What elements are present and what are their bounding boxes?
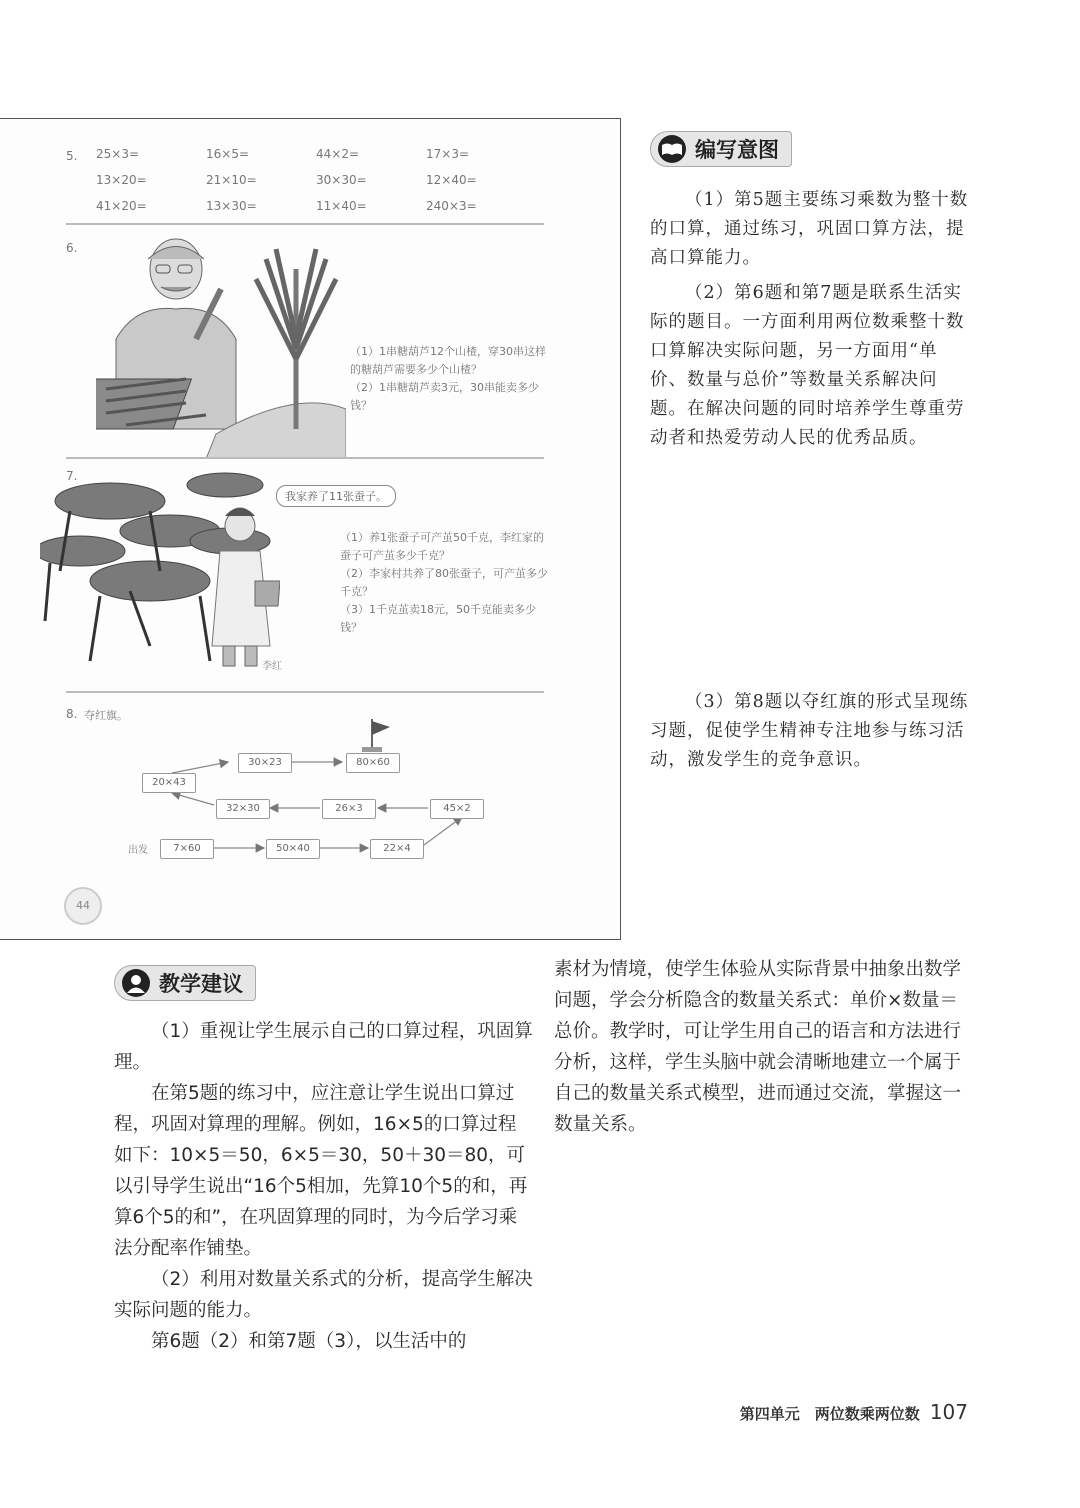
calc-item: 13×30=	[206, 199, 257, 213]
start-label: 出发	[128, 845, 148, 856]
calc-item: 17×3=	[426, 147, 470, 161]
suggestion-paragraph-2: 在第5题的练习中，应注意让学生说出口算过程，巩固对算理的理解。例如，16×5的口算过程如下：10×5＝50，6×5＝30，50＋30＝80，可以引导学生说出“16个5相加，先算10个5的和，再算6个5的和”，在巩固算理的同时，为今后学习乘法分配率作铺垫。	[114, 1083, 528, 1259]
suggestion-paragraph-1: （1）重视让学生展示自己的口算过程，巩固算理。	[114, 1021, 533, 1073]
calc-item: 16×5=	[206, 147, 250, 161]
suggestion-heading-text: 教学建议	[159, 972, 243, 996]
race-box: 45×2	[430, 799, 484, 819]
intent-body-bottom	[650, 688, 970, 781]
speech-bubble: 我家养了11张蚕子。	[276, 485, 396, 507]
suggestion-paragraph-3: （2）利用对数量关系式的分析，提高学生解决实际问题的能力。	[114, 1269, 533, 1321]
exercise-7-q2: （2）李家村共养了80张蚕子，可产茧多少千克？	[340, 567, 548, 598]
exercise-7-q1: （1）养1张蚕子可产茧50千克，李红家的蚕子可产茧多少千克？	[340, 531, 544, 562]
calc-item: 240×3=	[426, 199, 477, 213]
intent-paragraph-1: （1）第5题主要练习乘数为整十数的口算，通过练习，巩固口算方法，提高口算能力。	[650, 190, 969, 268]
calc-item: 11×40=	[316, 199, 367, 213]
race-box: 80×60	[346, 753, 400, 773]
intent-heading-text: 编写意图	[695, 138, 779, 162]
race-box: 30×23	[238, 753, 292, 773]
textbook-page-box	[0, 118, 621, 940]
race-box: 32×30	[216, 799, 270, 819]
textbook-page-number: 44	[64, 887, 102, 925]
race-box: 20×43	[142, 773, 196, 793]
calc-item: 25×3=	[96, 147, 140, 161]
exercise-8-title: 夺红旗。	[84, 709, 128, 722]
flag-race-arrows	[0, 119, 620, 939]
exercise-6-q2: （2）1串糖葫芦卖3元，30串能卖多少钱？	[350, 381, 539, 412]
exercise-7-number: 7.	[66, 469, 78, 483]
suggestion-body-left	[114, 1016, 534, 1357]
page-footer	[740, 1400, 968, 1424]
exercise-5-number: 5.	[66, 149, 78, 163]
exercise-6-number: 6.	[66, 241, 78, 255]
race-box: 50×40	[266, 839, 320, 859]
open-book-icon	[655, 134, 689, 164]
footer-page-number: 107	[929, 1400, 968, 1424]
intent-paragraph-2: （2）第6题和第7题是联系生活实际的题目。一方面利用两位数乘整十数口算解决实际问题，另一方面用“单价、数量与总价”等数量关系解决问题。在解决问题的同时培养学生尊重劳动者和热爱劳动人民的优秀品质。	[650, 283, 965, 448]
race-box: 7×60	[160, 839, 214, 859]
exercise-7-q3: （3）1千克茧卖18元，50千克能卖多少钱？	[340, 603, 536, 634]
suggestion-badge	[114, 965, 256, 1001]
calc-item: 30×30=	[316, 173, 367, 187]
suggestion-paragraph-4: 第6题（2）和第7题（3），以生活中的	[151, 1331, 467, 1352]
exercise-6-q1: （1）1串糖葫芦12个山楂，穿30串这样的糖葫芦需要多少个山楂？	[350, 345, 546, 376]
intent-heading	[650, 130, 792, 168]
footer-unit-title: 第四单元 两位数乘两位数	[739, 1405, 920, 1423]
girl-name-label: 李红	[262, 661, 282, 672]
calc-item: 21×10=	[206, 173, 257, 187]
calc-item: 41×20=	[96, 199, 147, 213]
race-box: 22×4	[370, 839, 424, 859]
calc-item: 13×20=	[96, 173, 147, 187]
race-box: 26×3	[322, 799, 376, 819]
intent-paragraph-3: （3）第8题以夺红旗的形式呈现练习题，促使学生精神专注地参与练习活动，激发学生的竞争意识。	[650, 692, 969, 770]
exercise-8-number: 8.	[66, 707, 78, 721]
calc-item: 44×2=	[316, 147, 360, 161]
intent-body-top	[650, 186, 970, 459]
calc-item: 12×40=	[426, 173, 477, 187]
suggestion-heading	[114, 964, 256, 1002]
teacher-icon	[119, 968, 153, 998]
suggestion-paragraph-5: 素材为情境，使学生体验从实际背景中抽象出数学问题，学会分析隐含的数量关系式：单价×数量＝总价。教学时，可让学生用自己的语言和方法进行分析，这样，学生头脑中就会清晰地建立一个属于自己的数量关系式模型，进而通过交流，掌握这一数量关系。	[554, 959, 962, 1135]
intent-badge	[650, 131, 792, 167]
suggestion-body-right	[554, 954, 970, 1140]
